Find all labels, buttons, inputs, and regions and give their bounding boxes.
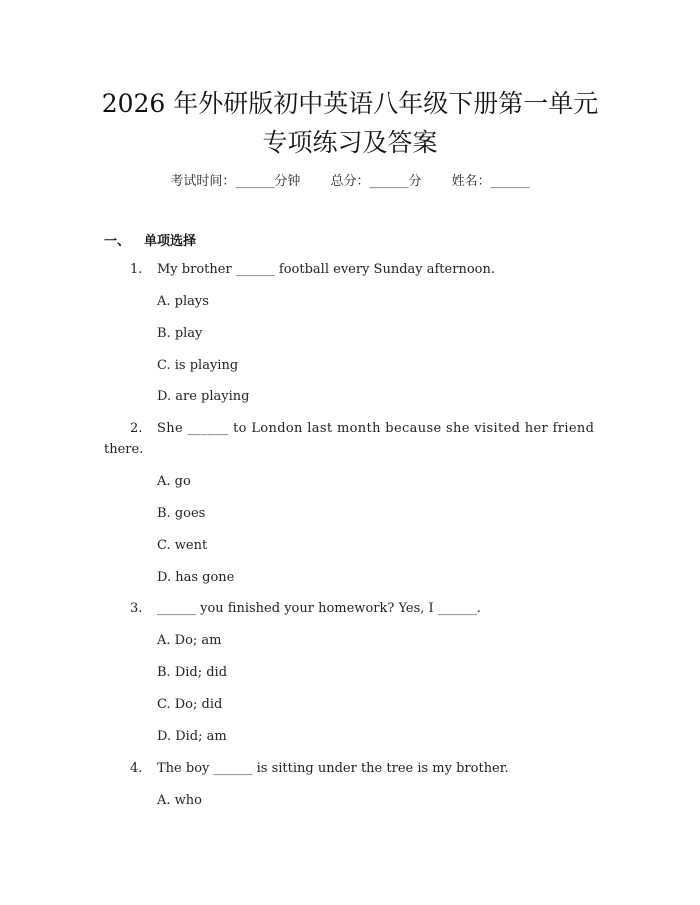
answer-option: C. went: [157, 538, 208, 553]
answer-option: A. plays: [157, 294, 209, 309]
document-title-line-2: 专项练习及答案: [262, 128, 438, 157]
question-number: 2.: [130, 421, 143, 436]
answer-option: C. Do; did: [157, 697, 223, 712]
question-text: ______ you finished your homework? Yes, I ______.: [157, 601, 481, 616]
section-number: 一、: [104, 234, 131, 249]
question-number: 3.: [130, 601, 143, 616]
total-score-field: 总分：______分: [330, 174, 422, 189]
question-text: The boy ______ is sitting under the tree is my brother.: [157, 761, 509, 776]
answer-option: B. play: [157, 326, 203, 341]
answer-option: D. Did; am: [157, 729, 227, 744]
question-text: She ______ to London last month because she visited her friend: [157, 421, 595, 436]
question-text-continuation: there.: [104, 442, 144, 457]
answer-option: D. has gone: [157, 570, 235, 585]
answer-option: A. who: [157, 793, 202, 808]
exam-info: [0, 170, 700, 189]
name-field: 姓名：______: [451, 174, 530, 189]
answer-option: A. go: [157, 474, 191, 489]
document-title-line-1: 2026 年外研版初中英语八年级下册第一单元: [101, 89, 599, 118]
section-heading: [104, 230, 196, 249]
answer-option: B. goes: [157, 506, 206, 521]
exam-time-field: 考试时间：______分钟: [170, 174, 301, 189]
question-number: 1.: [130, 262, 143, 277]
answer-option: C. is playing: [157, 358, 239, 373]
answer-option: A. Do; am: [157, 633, 222, 648]
question-number: 4.: [130, 761, 143, 776]
answer-option: B. Did; did: [157, 665, 228, 680]
answer-option: D. are playing: [157, 389, 250, 404]
question-text: My brother ______ football every Sunday afternoon.: [157, 262, 495, 277]
section-title: 单项选择: [144, 234, 197, 249]
